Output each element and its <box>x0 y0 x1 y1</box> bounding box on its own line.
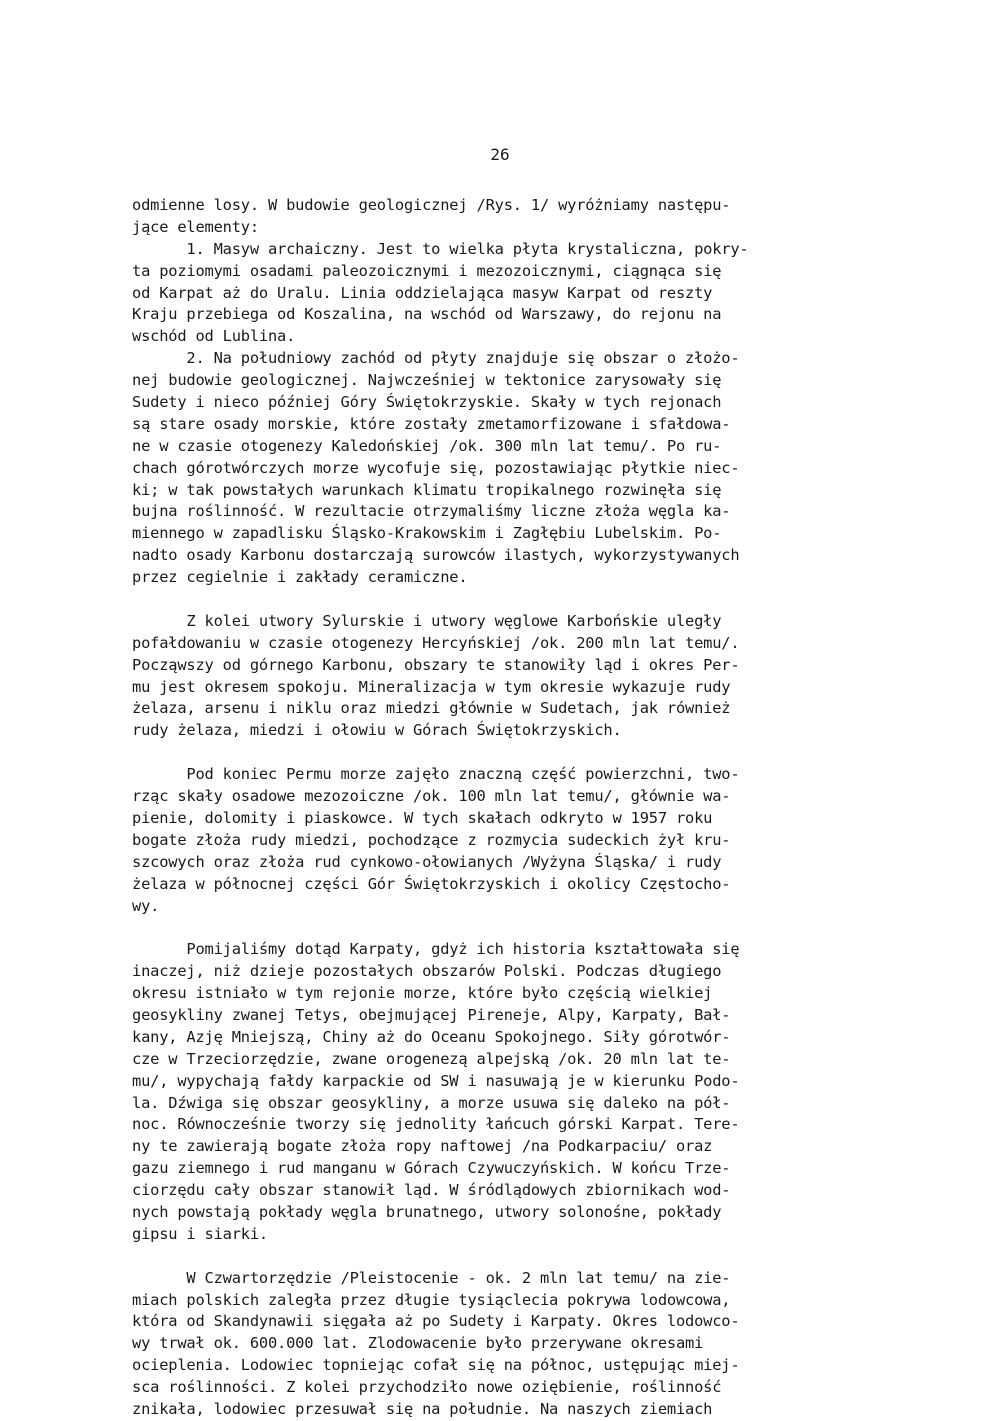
text-line: cze w Trzeciorzędzie, zwane orogenezą alpejską /ok. 20 mln lat te- <box>132 1049 731 1068</box>
text-line: jące elementy: <box>132 217 259 236</box>
text-line: chach górotwórczych morze wycofuje się, pozostawiając płytkie niec- <box>132 458 740 477</box>
text-line: ocieplenia. Lodowiec topniejąc cofał się na północ, ustępując miej- <box>132 1356 740 1375</box>
text-line: przez cegielnie i zakłady ceramiczne. <box>132 568 468 587</box>
text-line: wschód od Lublina. <box>132 327 296 346</box>
text-line: noc. Równocześnie tworzy się jednolity łańcuch górski Karpat. Tere- <box>132 1115 740 1134</box>
text-line: ne w czasie otogenezy Kaledońskiej /ok. 300 mln lat temu/. Po ru- <box>132 436 722 455</box>
text-line: bujna roślinność. W rezultacie otrzymaliśmy liczne złoża węgla ka- <box>132 502 731 521</box>
text-line: Począwszy od górnego Karbonu, obszary te stanowiły ląd i okres Per- <box>132 655 740 674</box>
text-line: ny te zawierają bogate złoża ropy naftowej /na Podkarpaciu/ oraz <box>132 1137 713 1156</box>
text-line: rząc skały osadowe mezozoiczne /ok. 100 mln lat temu/, głównie wa- <box>132 787 731 806</box>
paragraph <box>132 939 892 1245</box>
text-line: żelaza, arsenu i niklu oraz miedzi głównie w Sudetach, jak również <box>132 699 731 718</box>
text-line: gazu ziemnego i rud manganu w Górach Czywuczyńskich. W końcu Trze- <box>132 1159 731 1178</box>
paragraph-gap <box>132 742 892 764</box>
text-line: mu/, wypychają fałdy karpackie od SW i nasuwają je w kierunku Podo- <box>132 1071 740 1090</box>
paragraph <box>132 764 892 917</box>
text-line: odmienne losy. W budowie geologicznej /Rys. 1/ wyróżniamy następu- <box>132 196 731 214</box>
text-line: gipsu i siarki. <box>132 1224 268 1243</box>
text-line: okresu istniało w tym rejonie morze, które było częścią wielkiej <box>132 984 713 1003</box>
text-line: która od Skandynawii sięgała aż po Sudety i Karpaty. Okres lodowco- <box>132 1312 740 1331</box>
paragraph-gap <box>132 917 892 939</box>
text-line: Pomijaliśmy dotąd Karpaty, gdyż ich historia kształtowała się <box>132 940 740 959</box>
text-line: nej budowie geologicznej. Najwcześniej w tektonice zarysowały się <box>132 371 722 390</box>
paragraph <box>132 195 892 589</box>
text-line: są stare osady morskie, które zostały zmetamorfizowane i sfałdowa- <box>132 414 731 433</box>
text-line: geosykliny zwanej Tetys, obejmującej Pireneje, Alpy, Karpaty, Bał- <box>132 1005 731 1024</box>
text-line: wy. <box>132 896 160 915</box>
paragraph-gap <box>132 589 892 611</box>
text-line: szcowych oraz złoża rud cynkowo-ołowianych /Wyżyna Śląska/ i rudy <box>132 852 722 871</box>
text-line: mu jest okresem spokoju. Mineralizacja w tym okresie wykazuje rudy <box>132 677 731 696</box>
text-line: nych powstają pokłady węgla brunatnego, utwory solonośne, pokłady <box>132 1202 722 1221</box>
text-line: la. Dźwiga się obszar geosykliny, a morze usuwa się daleko na pół- <box>132 1093 731 1112</box>
text-line: rudy żelaza, miedzi i ołowiu w Górach Świętokrzyskich. <box>132 721 622 740</box>
text-line: Sudety i nieco później Góry Świętokrzyskie. Skały w tych rejonach <box>132 393 722 412</box>
text-line: inaczej, niż dzieje pozostałych obszarów Polski. Podczas długiego <box>132 962 722 981</box>
text-line: Kraju przebiega od Koszalina, na wschód od Warszawy, do rejonu na <box>132 305 722 324</box>
text-line: miach polskich zaległa przez długie tysiąclecia pokrywa lodowcowa, <box>132 1290 731 1309</box>
text-line: ciorzędu cały obszar stanowił ląd. W śródlądowych zbiornikach wod- <box>132 1181 731 1200</box>
body-text <box>132 195 892 1421</box>
page-number: 26 <box>490 145 510 164</box>
text-line: ta poziomymi osadami paleozoicznymi i mezozoicznymi, ciągnąca się <box>132 261 722 280</box>
text-line: pofałdowaniu w czasie otogenezy Hercyńskiej /ok. 200 mln lat temu/. <box>132 633 740 652</box>
text-line: W Czwartorzędzie /Pleistocenie - ok. 2 mln lat temu/ na zie- <box>132 1268 731 1287</box>
text-line: bogate złoża rudy miedzi, pochodzące z rozmycia sudeckich żył kru- <box>132 830 731 849</box>
paragraph-gap <box>132 1246 892 1268</box>
text-line: Pod koniec Permu morze zajęło znaczną część powierzchni, two- <box>132 765 740 784</box>
paragraph <box>132 1268 892 1421</box>
paragraph <box>132 611 892 742</box>
text-line: kany, Azję Mniejszą, Chiny aż do Oceanu Spokojnego. Siły górotwór- <box>132 1027 731 1046</box>
text-line: 2. Na południowy zachód od płyty znajduje się obszar o złożo- <box>132 349 740 368</box>
text-line: żelaza w północnej części Gór Świętokrzyskich i okolicy Częstocho- <box>132 874 731 893</box>
text-line: 1. Masyw archaiczny. Jest to wielka płyta krystaliczna, pokry- <box>132 239 749 258</box>
text-line: wy trwał ok. 600.000 lat. Zlodowacenie było przerywane okresami <box>132 1334 704 1353</box>
text-line: od Karpat aż do Uralu. Linia oddzielająca masyw Karpat od reszty <box>132 283 713 302</box>
text-line: miennego w zapadlisku Śląsko-Krakowskim i Zagłębiu Lubelskim. Po- <box>132 524 722 543</box>
text-line: pienie, dolomity i piaskowce. W tych skałach odkryto w 1957 roku <box>132 808 713 827</box>
text-line: nadto osady Karbonu dostarczają surowców ilastych, wykorzystywanych <box>132 546 740 565</box>
text-line: znikała, lodowiec przesuwał się na południe. Na naszych ziemiach <box>132 1399 713 1418</box>
text-line: sca roślinności. Z kolei przychodziło nowe oziębienie, roślinność <box>132 1378 722 1397</box>
text-line: Z kolei utwory Sylurskie i utwory węglowe Karbońskie uległy <box>132 611 722 630</box>
text-line: ki; w tak powstałych warunkach klimatu tropikalnego rozwinęła się <box>132 480 722 499</box>
